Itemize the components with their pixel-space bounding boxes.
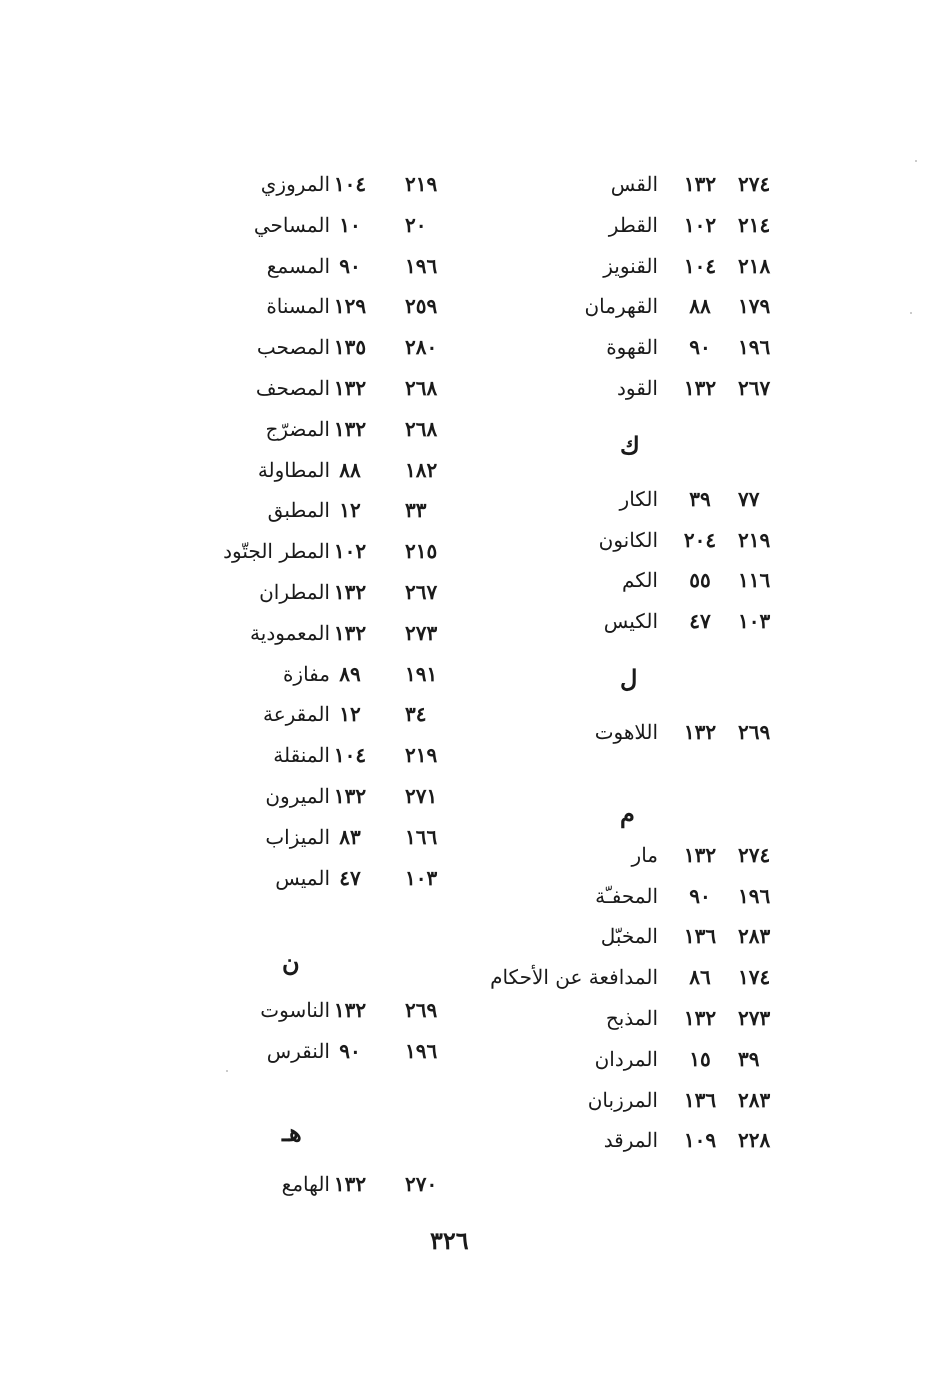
index-term: القنويز — [603, 253, 658, 278]
page-ref-secondary: ١٣٢ — [683, 719, 717, 744]
page-ref-secondary: ١٠٤ — [333, 172, 367, 196]
page-ref-primary: ٢٧٣ — [405, 620, 438, 645]
index-entry — [20, 860, 438, 901]
index-term: مار — [631, 842, 658, 867]
section-letter-m — [420, 755, 820, 837]
page-ref-secondary: ١٥ — [689, 1046, 711, 1071]
index-term: الميس — [275, 865, 330, 890]
index-term: المضرّج — [265, 416, 330, 441]
index-term: الكانون — [598, 527, 658, 552]
page-ref-secondary: ١٣٢ — [683, 1005, 717, 1030]
index-entry — [20, 329, 438, 370]
page-ref-secondary: ١٣٢ — [333, 620, 367, 645]
index-entry — [20, 370, 438, 411]
index-entry — [420, 207, 820, 248]
page-ref-secondary: ١٠٤ — [683, 253, 717, 278]
page-ref-primary: ٢٥٩ — [405, 294, 438, 319]
index-column-right — [420, 166, 820, 1163]
page-ref-secondary: ٨٨ — [339, 457, 361, 482]
page-ref-primary: ٢٦٩ — [738, 719, 771, 744]
page-ref-primary: ٣٩ — [738, 1046, 760, 1071]
index-entry — [420, 1000, 820, 1041]
page-ref-primary: ٢١٩ — [738, 527, 771, 552]
page-ref-secondary: ٩٠ — [689, 335, 711, 360]
index-group-m-continued — [20, 166, 438, 900]
index-term: المعمودية — [250, 620, 330, 645]
page-ref-primary: ١٧٩ — [738, 294, 771, 319]
letter-heading: ك — [620, 430, 640, 460]
page-ref-secondary: ٤٧ — [339, 865, 361, 890]
page-ref-secondary: ١٣٢ — [333, 783, 367, 808]
page-ref-secondary: ٨٣ — [339, 824, 361, 849]
page-ref-secondary: ١٠٢ — [333, 539, 367, 564]
page-ref-secondary: ١٠ — [339, 212, 361, 237]
index-term: المطران — [259, 579, 330, 604]
page-ref-primary: ١٩٦ — [405, 253, 438, 278]
page-ref-primary: ٢١٩ — [405, 172, 438, 196]
page-ref-primary: ٢٧٤ — [738, 172, 771, 196]
page-ref-primary: ٢٨٣ — [738, 1087, 771, 1112]
page-ref-primary: ١٩٦ — [405, 1039, 438, 1064]
page-ref-primary: ٢٢٨ — [738, 1128, 771, 1153]
index-entry — [20, 778, 438, 819]
page-ref-primary: ١٠٣ — [738, 609, 771, 634]
index-term: المسمع — [266, 253, 330, 278]
index-term: المقرعة — [262, 702, 330, 727]
page-ref-secondary: ١٠٢ — [683, 212, 717, 237]
page-ref-primary: ١٨٢ — [405, 457, 438, 482]
letter-heading: ل — [620, 663, 638, 693]
index-entry — [20, 615, 438, 656]
index-group-q — [420, 166, 820, 411]
index-term: الناسوت — [260, 998, 330, 1023]
index-term: المحفـّة — [595, 883, 658, 908]
index-term: الميرون — [265, 783, 330, 808]
index-entry — [420, 562, 820, 603]
index-term: الكار — [619, 486, 658, 511]
index-entry — [420, 837, 820, 878]
index-term: الكم — [621, 568, 658, 593]
letter-heading: م — [620, 798, 635, 828]
page-ref-secondary: ٨٩ — [339, 661, 361, 686]
index-entry — [20, 452, 438, 493]
page-ref-primary: ٢١٤ — [738, 212, 771, 237]
page-ref-secondary: ١٣٢ — [683, 842, 717, 867]
index-entry — [20, 411, 438, 452]
section-letter-l — [420, 644, 820, 714]
page-ref-secondary: ١٢ — [339, 498, 361, 523]
index-term: المردان — [594, 1046, 658, 1071]
index-entry — [20, 166, 438, 207]
index-entry — [420, 959, 820, 1000]
page-ref-secondary: ٥٥ — [689, 568, 711, 593]
page-ref-secondary: ٢٠٤ — [683, 527, 717, 552]
index-group-h — [20, 1166, 438, 1207]
index-entry — [20, 533, 438, 574]
index-term: المذبح — [605, 1005, 658, 1030]
scan-speck — [915, 160, 917, 162]
index-entry — [420, 248, 820, 289]
index-term: الهامع — [281, 1171, 330, 1196]
page-ref-primary: ٢٧٣ — [738, 1005, 771, 1030]
page-ref-secondary: ١٠٩ — [683, 1128, 717, 1153]
page-ref-secondary: ١٣٢ — [333, 375, 367, 400]
page-ref-primary: ٢٧٤ — [738, 842, 771, 867]
index-term: النقرس — [266, 1039, 330, 1064]
index-entry — [420, 166, 820, 207]
index-term: المرزبان — [587, 1087, 658, 1112]
page-ref-primary: ١٩٦ — [738, 883, 771, 908]
page-ref-primary: ٢٦٨ — [405, 375, 438, 400]
scan-speck — [226, 1070, 228, 1072]
page-ref-secondary: ٣٩ — [689, 486, 711, 511]
page-ref-primary: ٧٧ — [738, 486, 760, 511]
index-entry — [420, 329, 820, 370]
index-group-k — [420, 481, 820, 644]
index-group-l — [420, 714, 820, 755]
index-entry — [420, 1122, 820, 1163]
page-ref-secondary: ١٣٦ — [683, 924, 717, 949]
index-entry — [20, 207, 427, 248]
index-term: المرقد — [603, 1128, 658, 1153]
index-entry — [20, 288, 438, 329]
index-term: المطبق — [267, 498, 330, 523]
page-ref-secondary: ١٣٦ — [683, 1087, 717, 1112]
page-ref-secondary: ١٣٢ — [333, 998, 367, 1023]
index-entry — [20, 248, 438, 289]
section-letter-k — [420, 411, 820, 481]
page-ref-primary: ٢٧٠ — [405, 1171, 438, 1196]
page-ref-primary: ١٩٦ — [738, 335, 771, 360]
index-entry — [420, 603, 820, 644]
page-ref-secondary: ١٣٢ — [333, 579, 367, 604]
index-term: القس — [610, 172, 658, 196]
page-ref-secondary: ٩٠ — [339, 1039, 361, 1064]
page-ref-primary: ٢٦٧ — [738, 375, 771, 400]
page-ref-secondary: ٩٠ — [339, 253, 361, 278]
page-ref-primary: ٣٣ — [405, 498, 427, 523]
letter-heading: هـ — [282, 1117, 302, 1147]
page-ref-primary: ٢٧١ — [405, 783, 438, 808]
index-term: المروزي — [260, 172, 330, 196]
page-ref-primary: ٣٤ — [405, 702, 427, 727]
index-term: الكيس — [603, 609, 658, 634]
index-term: القود — [616, 375, 658, 400]
scan-speck — [910, 312, 912, 314]
index-entry — [20, 1166, 438, 1207]
page-ref-secondary: ٩٠ — [689, 883, 711, 908]
index-term: اللاهوت — [594, 719, 658, 744]
page-ref-primary: ٢٦٩ — [405, 998, 438, 1023]
page-ref-primary: ١٠٣ — [405, 865, 438, 890]
page-ref-secondary: ١٢ — [339, 702, 361, 727]
page-ref-secondary: ٨٨ — [689, 294, 711, 319]
page-ref-secondary: ١٣٥ — [333, 335, 367, 360]
index-group-n — [20, 992, 438, 1074]
index-entry — [420, 1041, 820, 1082]
letter-heading: ن — [282, 948, 300, 978]
page-ref-primary: ٢٠ — [405, 212, 427, 237]
page-ref-primary: ٢٦٧ — [405, 579, 438, 604]
index-entry — [20, 696, 427, 737]
page-ref-secondary: ١٣٢ — [333, 416, 367, 441]
page-ref-primary: ٢٨٣ — [738, 924, 771, 949]
index-entry — [20, 737, 438, 778]
index-entry — [20, 574, 438, 615]
index-entry — [420, 1082, 820, 1123]
page-ref-secondary: ١٠٤ — [333, 743, 367, 768]
index-term: المطر الجتّود — [223, 539, 330, 564]
index-term: القهرمان — [584, 294, 658, 319]
index-term: المصحب — [256, 335, 330, 360]
index-term: المنقلة — [273, 743, 330, 768]
page-ref-primary: ٢١٨ — [738, 253, 771, 278]
index-entry — [20, 492, 427, 533]
page-ref-primary: ٢٨٠ — [405, 335, 438, 360]
index-term: المساحي — [253, 212, 330, 237]
index-column-left — [20, 166, 438, 1207]
index-entry — [420, 288, 820, 329]
page-ref-primary: ٢١٥ — [405, 539, 438, 564]
page-ref-primary: ١٩١ — [405, 661, 438, 686]
index-term: القهوة — [606, 335, 658, 360]
page-ref-secondary: ١٢٩ — [333, 294, 367, 319]
index-term: المسناة — [266, 294, 330, 319]
page-ref-secondary: ٨٦ — [689, 965, 711, 990]
index-term: المخبّل — [600, 924, 658, 949]
index-group-m — [420, 837, 820, 1163]
page-number: ٣٢٦ — [430, 1226, 469, 1255]
index-entry — [420, 714, 820, 755]
index-term: القطر — [608, 212, 658, 237]
page-ref-secondary: ٤٧ — [689, 609, 711, 634]
page-ref-secondary: ١٣٢ — [683, 375, 717, 400]
index-entry — [420, 878, 820, 919]
index-term: المدافعة عن الأحكام — [490, 965, 658, 990]
page-ref-primary: ٢٦٨ — [405, 416, 438, 441]
index-entry — [20, 819, 438, 860]
section-letter-n — [20, 900, 420, 992]
index-entry — [420, 522, 820, 563]
index-term: الميزاب — [265, 824, 330, 849]
index-entry — [20, 992, 438, 1033]
index-entry — [420, 918, 820, 959]
page-ref-primary: ١٦٦ — [405, 824, 438, 849]
index-entry — [20, 656, 438, 697]
index-term: المطاولة — [257, 457, 330, 482]
index-entry — [20, 1033, 438, 1074]
page-ref-primary: ١٧٤ — [738, 965, 771, 990]
page-ref-primary: ١١٦ — [738, 568, 771, 593]
page-ref-secondary: ١٣٢ — [333, 1171, 367, 1196]
section-letter-h — [20, 1074, 420, 1166]
index-entry — [420, 370, 820, 411]
index-term: مفازة — [282, 661, 330, 686]
index-term: المصحف — [255, 375, 330, 400]
page-ref-primary: ٢١٩ — [405, 743, 438, 768]
index-entry — [420, 481, 820, 522]
page-ref-secondary: ١٣٢ — [683, 172, 717, 196]
